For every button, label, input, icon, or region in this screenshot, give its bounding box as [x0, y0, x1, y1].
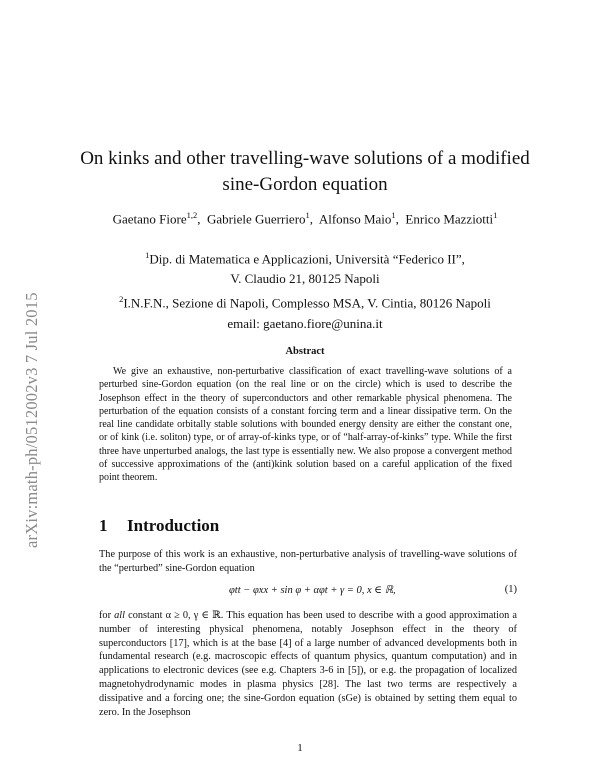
author-name: Enrico Mazziotti	[405, 211, 494, 227]
affiliation-1-address: V. Claudio 21, 80125 Napoli	[230, 271, 380, 287]
author-name: Gabriele Guerriero	[207, 211, 306, 227]
affiliation-text: I.N.F.N., Sezione di Napoli, Complesso MSA, V. Cintia, 80126 Napoli	[123, 295, 491, 311]
section-number: 1	[99, 516, 108, 535]
affiliation-2	[60, 289, 550, 313]
affiliation-mark: 1	[145, 250, 150, 260]
author-list: Gaetano Fiore$^{1,2}$, Gabriele Guerriero$^1$, Alfonso Maio$^1$, Enrico Mazziotti$^1$	[112, 210, 498, 227]
author-name: Gaetano Fiore	[112, 211, 187, 227]
author-affiliation-mark: 1	[493, 210, 498, 220]
author-name: Alfonso Maio	[318, 211, 392, 227]
affiliation-1	[60, 245, 550, 269]
abstract-text: We give an exhaustive, non-perturbative classification of exact travelling-wave solutions of a perturbed sine-Gordon equation (on the real line or on the circle) which is used to describe the Josephson effect in the theory of superconductors and other remarkable physical phenomena. The perturbation of the equation consists of a constant forcing term and a linear dissipative term. On the real line candidate orbitally stable solutions with bounded energy density are either the constant one, or of kink (i.e. soliton) type, or of array-of-kinks type, or of “half-array-of-kinks” type. While the first three have unperturbed analogs, the last type is essentially new. We also propose a convergent method of successive approximations of the (anti)kink solution based on a careful application of the fixed point theorem.	[99, 366, 512, 484]
intro-paragraph-1: The purpose of this work is an exhaustive, non-perturbative analysis of travelling-wave solutions of the “perturbed” sine-Gordon equation	[99, 549, 517, 574]
section-heading	[99, 516, 219, 536]
paper-title: On kinks and other travelling-wave solutions of a modified sine-Gordon equation	[80, 148, 530, 195]
equation-1	[99, 584, 517, 600]
equation-number: (1)	[504, 584, 517, 595]
para2-lead: for	[99, 610, 112, 621]
arxiv-identifier: arXiv:math-ph/0512002v3 7 Jul 2015	[22, 292, 41, 548]
abstract-heading: Abstract	[285, 346, 325, 357]
contact-email: email: gaetano.fiore@unina.it	[227, 315, 383, 331]
para2-emphasis: all	[114, 610, 126, 621]
equation-body: φtt − φxx + sin φ + αφt + γ = 0, x ∈ ℝ,	[229, 585, 396, 596]
section-title: Introduction	[127, 516, 220, 535]
author-affiliation-mark: 1	[305, 210, 310, 220]
author-affiliation-mark: 1,2	[186, 210, 198, 220]
affiliation-mark: 2	[119, 294, 124, 305]
author-affiliation-mark: 1	[391, 210, 396, 220]
para2-body: constant α ≥ 0, γ ∈ ℝ. This equation has been used to describe with a good approximation a number of interesting physical phenomena, notably Josephson effect in the theory of superconductors [17], which is at the base [4] of a large number of advanced developments both in fundamental research (e.g. macroscopic effects of quantum physics, quantum computation) and in applications to electronic devices (see e.g. Chapters 3-6 in [5]), or e.g. the propagation of localized magnetohydrodynamic modes in plasma physics [28]. The last two terms are respectively a dissipative and a forcing one; the sine-Gordon equation (sGe) is obtained by setting them equal to zero. In the Josephson	[99, 610, 517, 718]
intro-paragraph-2	[99, 609, 517, 719]
affiliation-text: Dip. di Matematica e Applicazioni, Università “Federico II”,	[149, 251, 465, 267]
page-number: 1	[297, 742, 303, 754]
affiliations	[60, 245, 550, 334]
